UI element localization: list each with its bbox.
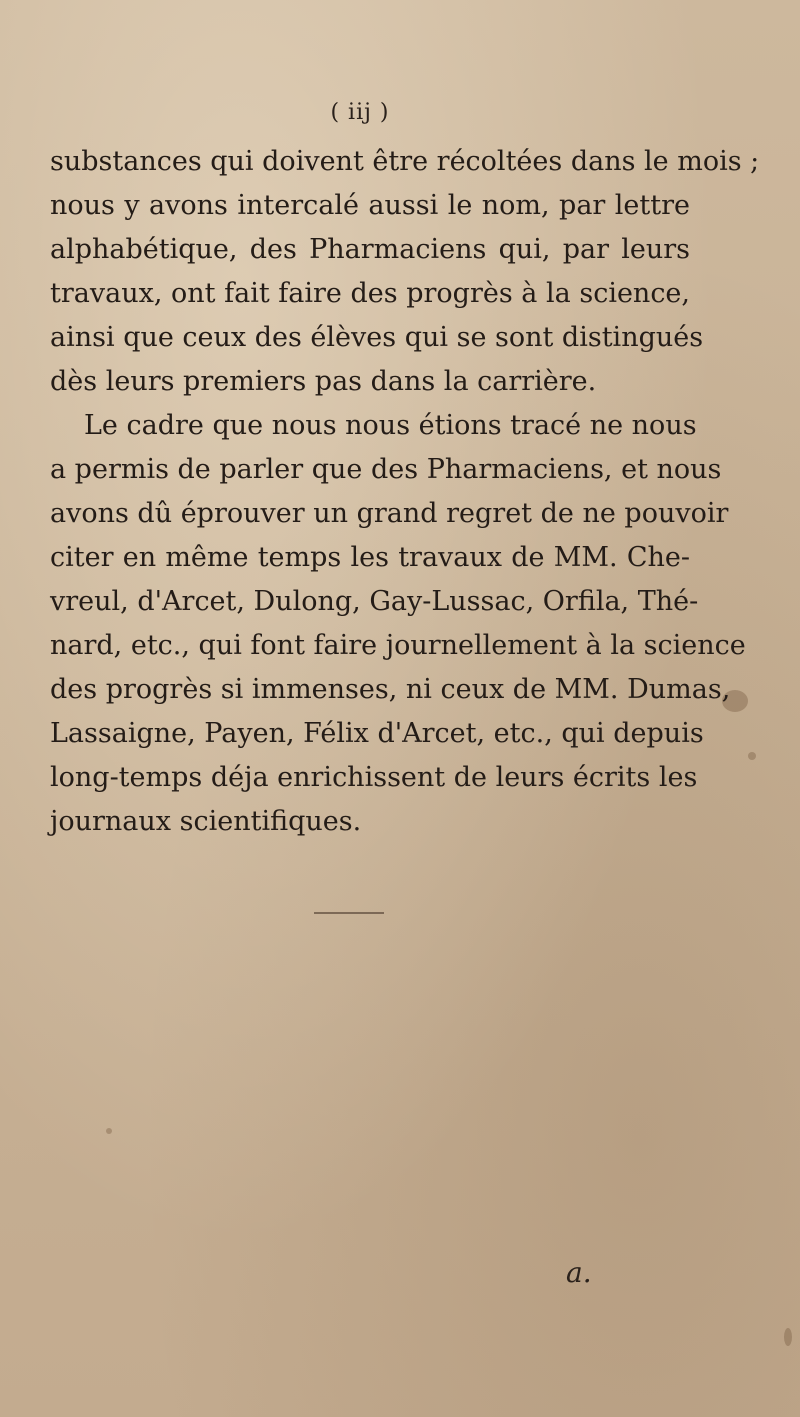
body-text (50, 140, 760, 844)
page-number: ( iij ) (330, 100, 390, 125)
text-line: citer en même temps les travaux de MM. Che- (50, 542, 690, 573)
text-line: dès leurs premiers pas dans la carrière. (50, 366, 597, 397)
paper-stain (748, 752, 756, 760)
text-line: des progrès si immenses, ni ceux de MM. Dumas, (50, 674, 731, 705)
text-line: Le cadre que nous nous étions tracé ne nous (84, 410, 697, 441)
text-line: a permis de parler que des Pharmaciens, et nous (50, 454, 722, 485)
paper-stain (784, 1328, 792, 1346)
text-line: nous y avons intercalé aussi le nom, par lettre (50, 190, 690, 221)
text-line: Lassaigne, Payen, Félix d'Arcet, etc., qui depuis (50, 718, 704, 749)
text-line: vreul, d'Arcet, Dulong, Gay-Lussac, Orfila, Thé- (50, 586, 699, 617)
paper-stain (106, 1128, 112, 1134)
text-line: journaux scientifiques. (50, 806, 362, 837)
text-line: nard, etc., qui font faire journellement à la science (50, 630, 746, 661)
text-line: substances qui doivent être récoltées dans le mois ; (50, 146, 760, 177)
section-divider (314, 912, 384, 914)
text-line: travaux, ont fait faire des progrès à la science, (50, 278, 690, 309)
text-line: alphabétique, des Pharmaciens qui, par leurs (50, 234, 690, 265)
text-line: long-temps déja enrichissent de leurs écrits les (50, 762, 698, 793)
text-line: avons dû éprouver un grand regret de ne pouvoir (50, 498, 729, 529)
text-line: ainsi que ceux des élèves qui se sont distingués (50, 322, 704, 353)
signature-mark: a. (566, 1256, 592, 1289)
